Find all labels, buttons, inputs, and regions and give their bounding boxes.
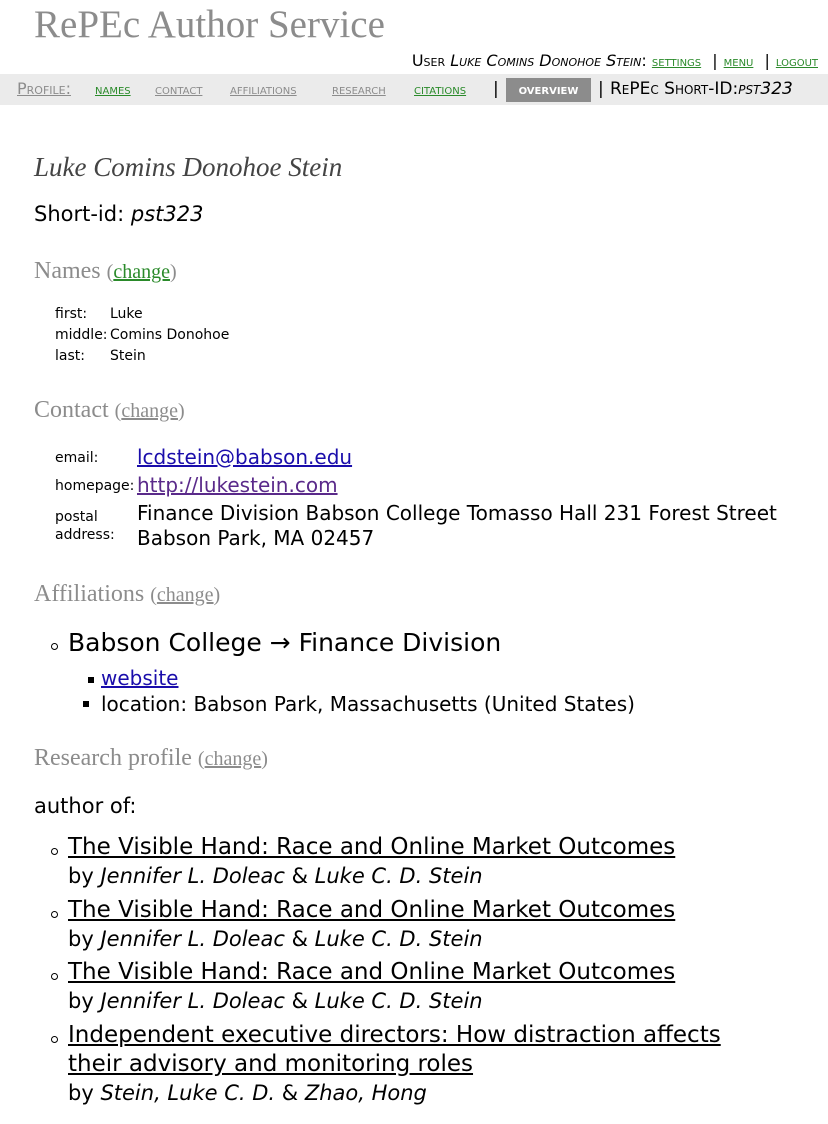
list-bullet bbox=[51, 643, 58, 650]
research-change: (change) bbox=[197, 748, 268, 770]
last-name-value: Stein bbox=[110, 348, 146, 364]
affiliation-website bbox=[101, 665, 178, 691]
shortid-line bbox=[34, 200, 203, 228]
shortid-value: pst323 bbox=[130, 202, 204, 226]
contact-heading bbox=[34, 395, 185, 426]
nav-research-link[interactable]: research bbox=[332, 82, 386, 98]
list-bullet bbox=[51, 1036, 58, 1043]
paper-title-link[interactable]: Independent executive directors: How distraction affects their advisory and monitoring roles bbox=[68, 1022, 721, 1077]
research-change-link[interactable]: change bbox=[204, 748, 262, 770]
paper-item bbox=[68, 958, 808, 1016]
author-of-label: author of: bbox=[34, 794, 137, 818]
separator: | bbox=[764, 51, 770, 70]
nav-profile-link[interactable]: Profile: bbox=[17, 79, 71, 98]
names-change-link[interactable]: change bbox=[113, 261, 170, 283]
postal-label-1: postal bbox=[55, 509, 98, 525]
paper-authors: by Jennifer L. Doleac & Luke C. D. Stein bbox=[68, 927, 483, 951]
homepage-label: homepage: bbox=[55, 478, 135, 494]
shortid-label: Short-id: bbox=[34, 202, 125, 226]
email-label: email: bbox=[55, 450, 99, 466]
affiliations-heading bbox=[34, 579, 220, 610]
homepage-link[interactable]: http://lukestein.com bbox=[137, 473, 338, 497]
nav-contact-link[interactable]: contact bbox=[155, 82, 203, 98]
separator: | bbox=[598, 79, 604, 99]
separator: | bbox=[493, 79, 499, 99]
contact-change: (change) bbox=[114, 400, 185, 422]
paper-item bbox=[68, 1021, 808, 1108]
nav-shortid bbox=[610, 79, 793, 99]
affiliations-change: (change) bbox=[150, 584, 221, 606]
list-bullet bbox=[83, 701, 89, 707]
menu-link[interactable]: menu bbox=[723, 54, 754, 70]
list-bullet bbox=[51, 848, 58, 855]
nav-shortid-label: RePEc Short-ID: bbox=[610, 79, 739, 99]
user-bar bbox=[412, 50, 818, 73]
user-label: User bbox=[411, 51, 446, 70]
affiliation-location: location: Babson Park, Massachusetts (United States) bbox=[101, 692, 635, 716]
paper-authors: by Jennifer L. Doleac & Luke C. D. Stein bbox=[68, 989, 483, 1013]
nav-affiliations-link[interactable]: affiliations bbox=[230, 82, 297, 98]
affiliation-website-link[interactable]: website bbox=[101, 666, 179, 690]
nav-citations-link[interactable]: citations bbox=[414, 82, 467, 98]
paper-title-link[interactable]: The Visible Hand: Race and Online Market Outcomes bbox=[68, 959, 676, 985]
paper-item bbox=[68, 833, 808, 891]
postal-line-2: Babson Park, MA 02457 bbox=[137, 526, 375, 550]
user-colon: : bbox=[641, 51, 647, 70]
list-bullet bbox=[51, 973, 58, 980]
nav-shortid-value: pst323 bbox=[738, 79, 793, 99]
affiliation-main: Babson College → Finance Division bbox=[68, 628, 502, 657]
paper-authors: by Jennifer L. Doleac & Luke C. D. Stein bbox=[68, 864, 483, 888]
nav-overview-tab[interactable]: overview bbox=[506, 78, 591, 102]
nav-names-link[interactable]: names bbox=[95, 82, 131, 98]
person-name: Luke Comins Donohoe Stein bbox=[34, 152, 343, 182]
research-heading-label: Research profile bbox=[34, 745, 192, 771]
middle-name-value: Comins Donohoe bbox=[110, 327, 230, 343]
homepage-value bbox=[137, 473, 338, 498]
names-change: (change) bbox=[106, 261, 177, 283]
last-name-label: last: bbox=[55, 348, 85, 364]
affiliations-change-link[interactable]: change bbox=[156, 584, 214, 606]
separator: | bbox=[712, 51, 718, 70]
user-name: Luke Comins Donohoe Stein bbox=[450, 51, 642, 70]
app-title: RePEc Author Service bbox=[34, 3, 385, 46]
postal-line-1: Finance Division Babson College Tomasso Hall 231 Forest Street bbox=[137, 501, 777, 525]
email-link[interactable]: lcdstein@babson.edu bbox=[137, 445, 353, 469]
list-bullet bbox=[88, 677, 94, 683]
list-bullet bbox=[51, 911, 58, 918]
first-name-label: first: bbox=[55, 306, 88, 322]
first-name-value: Luke bbox=[110, 306, 143, 322]
affiliations-heading-label: Affiliations bbox=[34, 581, 145, 607]
paper-title-link[interactable]: The Visible Hand: Race and Online Market Outcomes bbox=[68, 897, 676, 923]
names-heading bbox=[34, 256, 177, 287]
research-heading bbox=[34, 743, 268, 774]
contact-change-link[interactable]: change bbox=[121, 400, 178, 422]
paper-title-link[interactable]: The Visible Hand: Race and Online Market Outcomes bbox=[68, 834, 676, 860]
settings-link[interactable]: settings bbox=[651, 54, 702, 70]
paper-item bbox=[68, 896, 808, 954]
postal-label-2: address: bbox=[55, 527, 115, 543]
names-heading-label: Names bbox=[34, 258, 101, 284]
middle-name-label: middle: bbox=[55, 327, 108, 343]
logout-link[interactable]: logout bbox=[775, 54, 818, 70]
contact-heading-label: Contact bbox=[34, 397, 109, 423]
paper-authors: by Stein, Luke C. D. & Zhao, Hong bbox=[68, 1081, 427, 1105]
profile-nav-bar bbox=[0, 74, 828, 105]
email-value bbox=[137, 445, 352, 470]
